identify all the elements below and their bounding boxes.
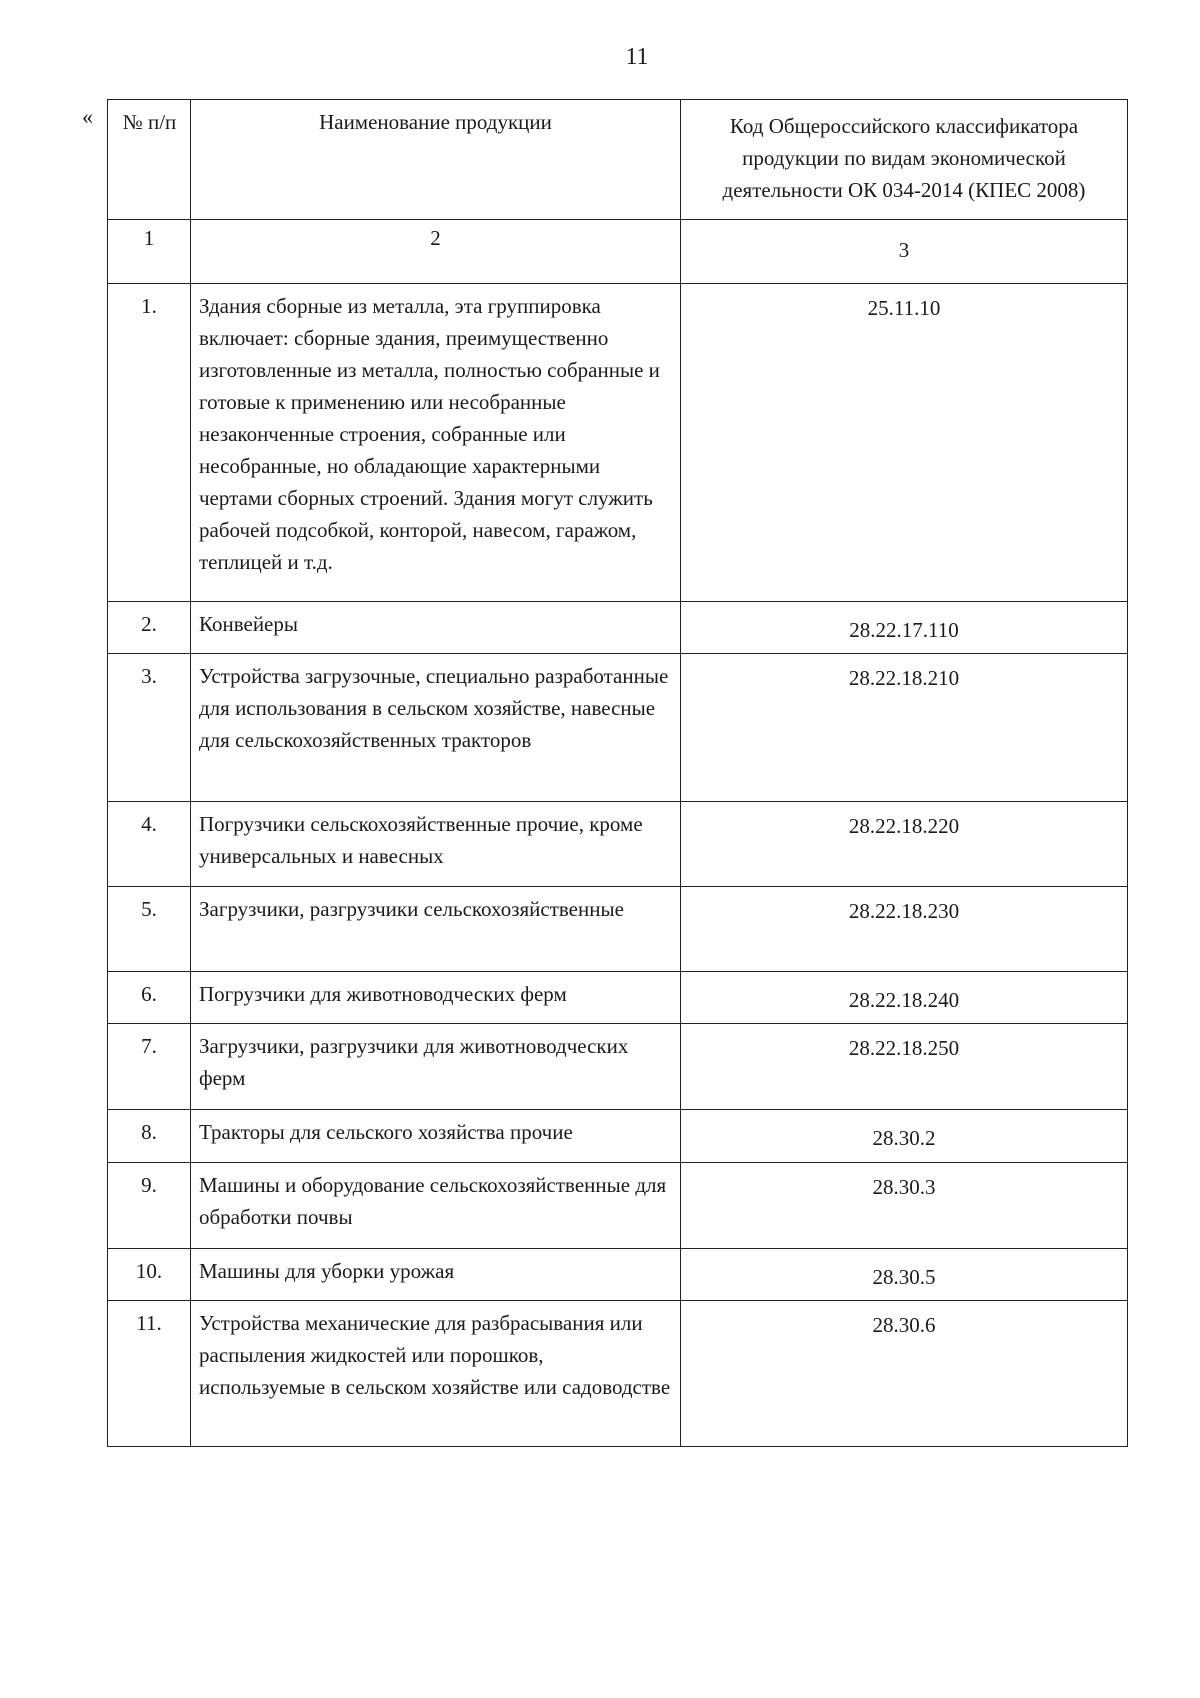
opening-quote-mark: « xyxy=(82,104,93,129)
header-classifier-code: Код Общероссийского классификатора продукции по видам экономической деятельности ОК 034-2014 (КПЕС 2008) xyxy=(681,100,1128,220)
table-row xyxy=(108,972,1128,1024)
table-row xyxy=(108,284,1128,602)
column-index-2: 2 xyxy=(191,220,681,284)
header-number: № п/п xyxy=(108,100,191,220)
table-row xyxy=(108,1249,1128,1301)
row-number: 7. xyxy=(108,1024,191,1110)
row-product-name: Погрузчики сельскохозяйственные прочие, кроме универсальных и навесных xyxy=(191,802,681,887)
row-product-name: Устройства загрузочные, специально разработанные для использования в сельском хозяйстве, навесные для сельскохозяйственных тракторов xyxy=(191,654,681,802)
row-product-name: Конвейеры xyxy=(191,602,681,654)
row-code: 25.11.10 xyxy=(681,284,1128,602)
table-header-row xyxy=(108,100,1128,220)
row-code: 28.22.18.230 xyxy=(681,887,1128,972)
table-row xyxy=(108,887,1128,972)
table-row xyxy=(108,1163,1128,1249)
products-table xyxy=(107,99,1128,1447)
row-product-name: Загрузчики, разгрузчики для животноводческих ферм xyxy=(191,1024,681,1110)
row-number: 4. xyxy=(108,802,191,887)
table-row xyxy=(108,654,1128,802)
row-code: 28.30.5 xyxy=(681,1249,1128,1301)
row-code: 28.22.18.210 xyxy=(681,654,1128,802)
row-number: 5. xyxy=(108,887,191,972)
row-product-name: Машины для уборки урожая xyxy=(191,1249,681,1301)
row-number: 11. xyxy=(108,1301,191,1447)
page-number: 11 xyxy=(625,44,649,70)
row-product-name: Тракторы для сельского хозяйства прочие xyxy=(191,1110,681,1163)
table-row xyxy=(108,1110,1128,1163)
row-code: 28.22.18.250 xyxy=(681,1024,1128,1110)
row-product-name: Устройства механические для разбрасывания или распыления жидкостей или порошков, используемые в сельском хозяйстве или садоводстве xyxy=(191,1301,681,1447)
row-code: 28.22.17.110 xyxy=(681,602,1128,654)
row-number: 3. xyxy=(108,654,191,802)
row-product-name: Загрузчики, разгрузчики сельскохозяйственные xyxy=(191,887,681,972)
row-number: 8. xyxy=(108,1110,191,1163)
row-code: 28.22.18.240 xyxy=(681,972,1128,1024)
table-row xyxy=(108,602,1128,654)
row-code: 28.22.18.220 xyxy=(681,802,1128,887)
row-number: 6. xyxy=(108,972,191,1024)
row-code: 28.30.3 xyxy=(681,1163,1128,1249)
header-product-name: Наименование продукции xyxy=(191,100,681,220)
row-number: 1. xyxy=(108,284,191,602)
row-code: 28.30.6 xyxy=(681,1301,1128,1447)
table-row xyxy=(108,802,1128,887)
row-number: 10. xyxy=(108,1249,191,1301)
row-product-name: Погрузчики для животноводческих ферм xyxy=(191,972,681,1024)
row-product-name: Машины и оборудование сельскохозяйственные для обработки почвы xyxy=(191,1163,681,1249)
row-number: 9. xyxy=(108,1163,191,1249)
column-index-1: 1 xyxy=(108,220,191,284)
row-number: 2. xyxy=(108,602,191,654)
row-code: 28.30.2 xyxy=(681,1110,1128,1163)
column-index-3: 3 xyxy=(681,220,1128,284)
column-index-row xyxy=(108,220,1128,284)
row-product-name: Здания сборные из металла, эта группировка включает: сборные здания, преимущественно изготовленные из металла, полностью собранные и готовые к применению или несобранные незаконченные строения, собранные или несобранные, но обладающие характерными чертами сборных строений. Здания могут служить рабочей подсобкой, конторой, навесом, гаражом, теплицей и т.д. xyxy=(191,284,681,602)
table-row xyxy=(108,1024,1128,1110)
table-row xyxy=(108,1301,1128,1447)
